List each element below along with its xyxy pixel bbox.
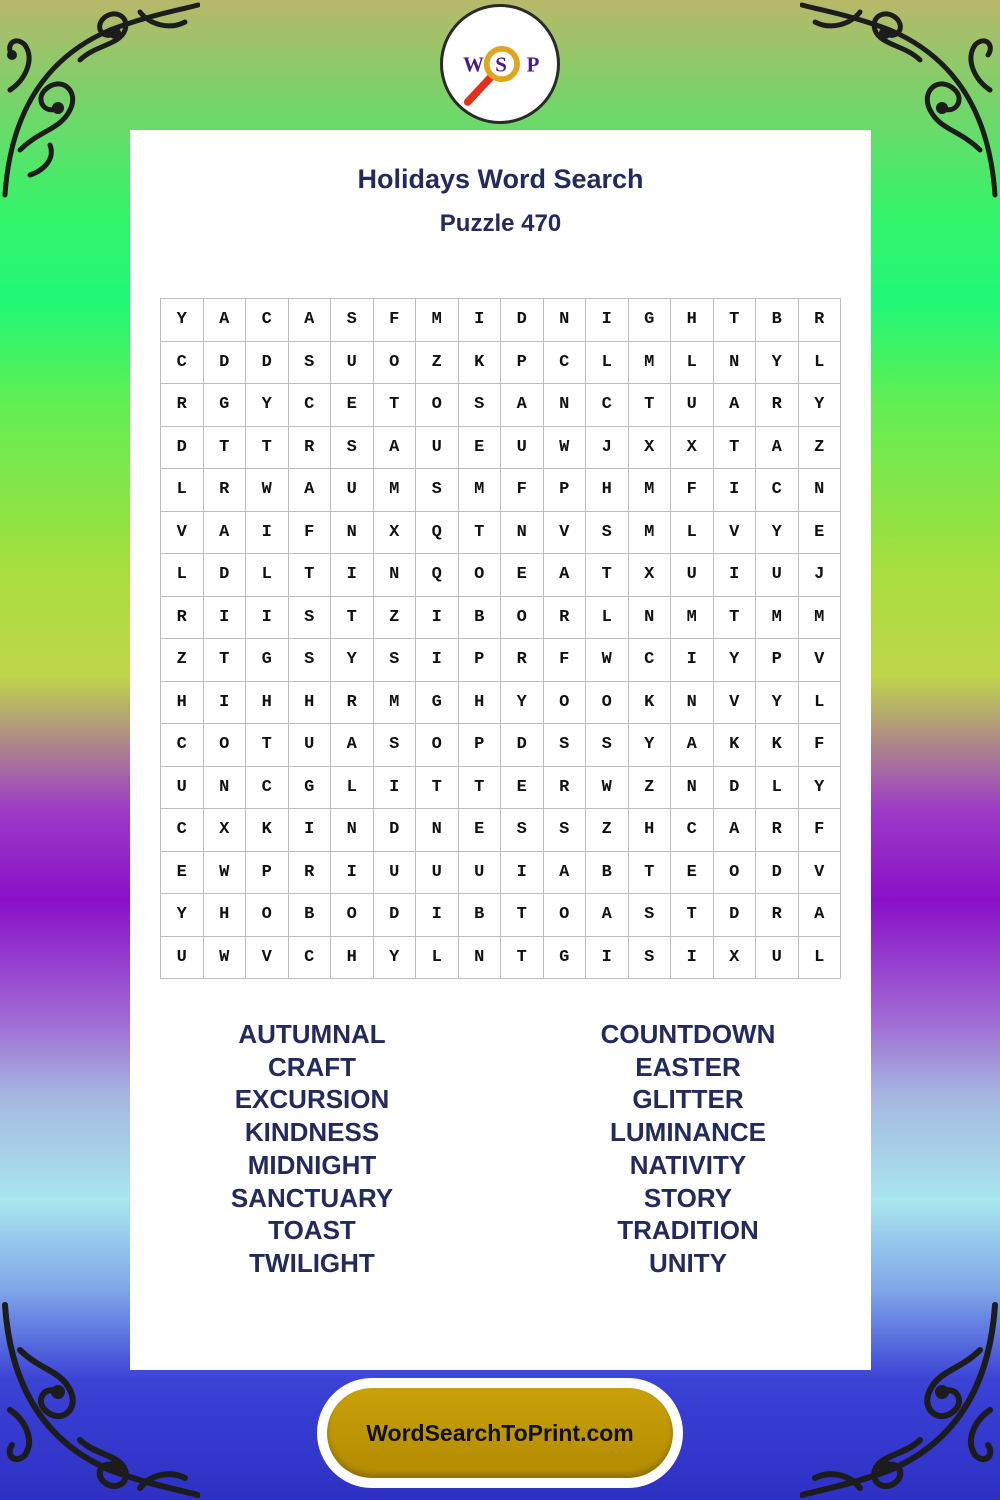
grid-cell: I [459, 299, 502, 342]
grid-cell: H [289, 682, 332, 725]
grid-cell: T [416, 767, 459, 810]
grid-cell: A [204, 512, 247, 555]
grid-cell: C [246, 299, 289, 342]
grid-cell: I [586, 937, 629, 980]
grid-cell: Y [799, 767, 842, 810]
grid-cell: L [586, 597, 629, 640]
grid-cell: V [161, 512, 204, 555]
word-list-item: SANCTUARY [230, 1182, 394, 1213]
grid-cell: H [331, 937, 374, 980]
grid-cell: B [586, 852, 629, 895]
grid-cell: V [714, 512, 757, 555]
grid-cell: R [544, 597, 587, 640]
grid-cell: D [501, 299, 544, 342]
word-list-item: AUTUMNAL [238, 1019, 386, 1049]
grid-cell: H [671, 299, 714, 342]
svg-text:S: S [495, 52, 507, 77]
grid-cell: B [459, 597, 502, 640]
grid-cell: T [501, 894, 544, 937]
grid-cell: J [799, 554, 842, 597]
grid-cell: V [799, 639, 842, 682]
grid-cell: N [374, 554, 417, 597]
grid-cell: I [331, 554, 374, 597]
grid-cell: T [204, 639, 247, 682]
grid-cell: X [374, 512, 417, 555]
grid-cell: Y [501, 682, 544, 725]
grid-cell: Y [629, 724, 672, 767]
grid-cell: F [501, 469, 544, 512]
grid-cell: A [374, 427, 417, 470]
grid-cell: T [246, 427, 289, 470]
grid-cell: W [204, 937, 247, 980]
word-list-item: COUNTDOWN [600, 1019, 776, 1049]
grid-cell: B [459, 894, 502, 937]
grid-cell: C [161, 809, 204, 852]
grid-cell: L [671, 512, 714, 555]
site-link[interactable]: WordSearchToPrint.com [327, 1388, 673, 1478]
grid-cell: M [629, 512, 672, 555]
grid-cell: S [501, 809, 544, 852]
grid-cell: S [544, 724, 587, 767]
grid-cell: A [671, 724, 714, 767]
word-list-item: EXCURSION [234, 1084, 390, 1115]
grid-cell: T [629, 852, 672, 895]
grid-cell: M [459, 469, 502, 512]
grid-cell: E [501, 554, 544, 597]
grid-cell: P [459, 639, 502, 682]
grid-cell: Z [374, 597, 417, 640]
grid-cell: D [714, 767, 757, 810]
grid-cell: E [161, 852, 204, 895]
grid-cell: W [544, 427, 587, 470]
letter-grid [160, 298, 841, 979]
grid-cell: S [586, 724, 629, 767]
grid-cell: M [374, 682, 417, 725]
grid-cell: F [374, 299, 417, 342]
grid-cell: I [671, 639, 714, 682]
grid-cell: A [544, 852, 587, 895]
grid-cell: T [671, 894, 714, 937]
grid-cell: N [501, 512, 544, 555]
grid-cell: U [161, 937, 204, 980]
grid-cell: S [544, 809, 587, 852]
grid-cell: G [246, 639, 289, 682]
grid-cell: R [204, 469, 247, 512]
grid-cell: N [416, 809, 459, 852]
grid-cell: T [374, 384, 417, 427]
word-list-item: MIDNIGHT [247, 1149, 377, 1180]
grid-cell: C [544, 342, 587, 385]
grid-cell: C [671, 809, 714, 852]
grid-cell: U [416, 427, 459, 470]
grid-cell: G [289, 767, 332, 810]
grid-cell: F [544, 639, 587, 682]
grid-cell: M [629, 342, 672, 385]
grid-cell: U [416, 852, 459, 895]
grid-cell: C [289, 937, 332, 980]
grid-cell: V [799, 852, 842, 895]
svg-text:W: W [462, 52, 484, 77]
grid-cell: F [799, 724, 842, 767]
grid-cell: Y [246, 384, 289, 427]
grid-cell: R [161, 597, 204, 640]
grid-cell: H [629, 809, 672, 852]
grid-cell: R [501, 639, 544, 682]
grid-cell: N [714, 342, 757, 385]
grid-cell: I [331, 852, 374, 895]
grid-cell: L [756, 767, 799, 810]
grid-cell: T [204, 427, 247, 470]
grid-cell: S [374, 724, 417, 767]
grid-cell: Y [161, 894, 204, 937]
grid-cell: A [714, 384, 757, 427]
grid-cell: P [544, 469, 587, 512]
grid-cell: H [459, 682, 502, 725]
grid-cell: U [289, 724, 332, 767]
grid-cell: Y [799, 384, 842, 427]
grid-cell: I [416, 894, 459, 937]
page-title: Holidays Word Search [357, 164, 644, 194]
word-list-left [162, 1018, 462, 1280]
grid-cell: I [204, 682, 247, 725]
grid-cell: M [374, 469, 417, 512]
grid-cell: S [289, 639, 332, 682]
grid-cell: E [331, 384, 374, 427]
grid-cell: S [586, 512, 629, 555]
grid-cell: G [416, 682, 459, 725]
grid-cell: L [246, 554, 289, 597]
grid-cell: I [586, 299, 629, 342]
grid-cell: P [246, 852, 289, 895]
grid-cell: U [374, 852, 417, 895]
grid-cell: K [246, 809, 289, 852]
grid-cell: V [714, 682, 757, 725]
word-list-item: GLITTER [632, 1084, 744, 1115]
grid-cell: N [671, 682, 714, 725]
grid-cell: O [331, 894, 374, 937]
grid-cell: X [629, 554, 672, 597]
grid-cell: N [544, 384, 587, 427]
word-list-item: CRAFT [267, 1051, 357, 1082]
grid-cell: I [714, 554, 757, 597]
word-list-item: KINDNESS [244, 1117, 380, 1148]
grid-cell: M [671, 597, 714, 640]
grid-cell: O [586, 682, 629, 725]
svg-text:P: P [526, 52, 540, 77]
grid-cell: D [714, 894, 757, 937]
grid-cell: S [289, 597, 332, 640]
grid-cell: U [671, 554, 714, 597]
grid-cell: K [459, 342, 502, 385]
grid-cell: T [714, 597, 757, 640]
grid-cell: W [586, 639, 629, 682]
grid-cell: S [459, 384, 502, 427]
grid-cell: X [671, 427, 714, 470]
grid-cell: I [416, 597, 459, 640]
grid-cell: X [629, 427, 672, 470]
grid-cell: T [459, 512, 502, 555]
grid-cell: I [246, 512, 289, 555]
grid-cell: M [799, 597, 842, 640]
grid-cell: S [629, 894, 672, 937]
grid-cell: N [331, 809, 374, 852]
grid-cell: X [204, 809, 247, 852]
grid-cell: D [374, 809, 417, 852]
grid-cell: S [629, 937, 672, 980]
grid-cell: X [714, 937, 757, 980]
grid-cell: I [204, 597, 247, 640]
grid-cell: R [756, 384, 799, 427]
grid-cell: P [501, 342, 544, 385]
grid-cell: A [501, 384, 544, 427]
grid-cell: T [501, 937, 544, 980]
grid-cell: D [374, 894, 417, 937]
grid-cell: I [714, 469, 757, 512]
grid-cell: S [289, 342, 332, 385]
grid-cell: Y [756, 512, 799, 555]
grid-cell: P [459, 724, 502, 767]
grid-cell: F [289, 512, 332, 555]
grid-cell: Q [416, 554, 459, 597]
grid-cell: O [416, 384, 459, 427]
grid-cell: L [671, 342, 714, 385]
grid-cell: D [501, 724, 544, 767]
grid-cell: C [289, 384, 332, 427]
grid-cell: F [799, 809, 842, 852]
grid-cell: O [501, 597, 544, 640]
grid-cell: L [799, 342, 842, 385]
grid-cell: R [331, 682, 374, 725]
grid-cell: E [459, 809, 502, 852]
grid-cell: D [204, 554, 247, 597]
grid-cell: L [799, 682, 842, 725]
grid-cell: N [799, 469, 842, 512]
grid-cell: M [416, 299, 459, 342]
grid-cell: I [374, 767, 417, 810]
grid-cell: U [501, 427, 544, 470]
grid-cell: A [756, 427, 799, 470]
grid-cell: R [756, 809, 799, 852]
grid-cell: L [416, 937, 459, 980]
grid-cell: A [204, 299, 247, 342]
grid-cell: U [459, 852, 502, 895]
grid-cell: O [459, 554, 502, 597]
grid-cell: Z [629, 767, 672, 810]
grid-cell: M [756, 597, 799, 640]
grid-cell: L [586, 342, 629, 385]
grid-cell: E [799, 512, 842, 555]
word-list-item: TWILIGHT [249, 1247, 375, 1278]
grid-cell: T [629, 384, 672, 427]
grid-cell: H [161, 682, 204, 725]
grid-cell: C [161, 342, 204, 385]
grid-cell: C [246, 767, 289, 810]
word-list-right [538, 1018, 838, 1280]
grid-cell: K [756, 724, 799, 767]
grid-cell: I [501, 852, 544, 895]
grid-cell: P [756, 639, 799, 682]
grid-cell: N [331, 512, 374, 555]
grid-cell: U [671, 384, 714, 427]
grid-cell: D [756, 852, 799, 895]
grid-cell: Y [374, 937, 417, 980]
grid-cell: R [289, 852, 332, 895]
grid-cell: U [756, 937, 799, 980]
grid-cell: L [331, 767, 374, 810]
grid-cell: T [586, 554, 629, 597]
grid-cell: D [246, 342, 289, 385]
grid-cell: R [799, 299, 842, 342]
grid-cell: E [671, 852, 714, 895]
grid-cell: D [204, 342, 247, 385]
grid-cell: U [756, 554, 799, 597]
site-badge[interactable] [317, 1378, 683, 1488]
grid-cell: D [161, 427, 204, 470]
grid-cell: K [714, 724, 757, 767]
grid-cell: N [629, 597, 672, 640]
grid-cell: A [586, 894, 629, 937]
grid-cell: R [544, 767, 587, 810]
grid-cell: W [586, 767, 629, 810]
grid-cell: R [756, 894, 799, 937]
grid-cell: A [544, 554, 587, 597]
grid-cell: H [586, 469, 629, 512]
grid-cell: U [161, 767, 204, 810]
grid-cell: O [416, 724, 459, 767]
word-list-item: EASTER [635, 1051, 741, 1082]
grid-cell: U [331, 342, 374, 385]
word-list-item: TRADITION [617, 1215, 759, 1246]
grid-cell: O [544, 894, 587, 937]
word-list-item: TOAST [268, 1215, 356, 1246]
grid-cell: O [204, 724, 247, 767]
grid-cell: T [459, 767, 502, 810]
grid-cell: C [586, 384, 629, 427]
grid-cell: A [289, 469, 332, 512]
grid-cell: E [501, 767, 544, 810]
grid-cell: S [374, 639, 417, 682]
grid-cell: A [289, 299, 332, 342]
grid-cell: Z [416, 342, 459, 385]
word-list-item: UNITY [649, 1247, 727, 1278]
grid-cell: Y [161, 299, 204, 342]
grid-cell: I [289, 809, 332, 852]
grid-cell: W [204, 852, 247, 895]
grid-cell: H [204, 894, 247, 937]
grid-cell: T [331, 597, 374, 640]
word-list-item: STORY [643, 1182, 733, 1213]
grid-cell: C [629, 639, 672, 682]
grid-cell: B [756, 299, 799, 342]
grid-cell: U [331, 469, 374, 512]
grid-cell: F [671, 469, 714, 512]
word-list-item: LUMINANCE [610, 1117, 766, 1148]
grid-cell: N [459, 937, 502, 980]
grid-cell: E [459, 427, 502, 470]
puzzle-card [130, 130, 871, 1370]
grid-cell: M [629, 469, 672, 512]
grid-cell: Z [586, 809, 629, 852]
grid-cell: Z [799, 427, 842, 470]
grid-cell: Z [161, 639, 204, 682]
grid-cell: T [714, 427, 757, 470]
grid-cell: O [544, 682, 587, 725]
grid-cell: S [416, 469, 459, 512]
grid-cell: G [544, 937, 587, 980]
grid-cell: T [289, 554, 332, 597]
grid-cell: O [714, 852, 757, 895]
grid-cell: I [671, 937, 714, 980]
grid-cell: A [714, 809, 757, 852]
grid-cell: Y [756, 682, 799, 725]
wsp-logo [440, 4, 560, 124]
grid-cell: S [331, 299, 374, 342]
grid-cell: Q [416, 512, 459, 555]
grid-cell: Y [756, 342, 799, 385]
grid-cell: Y [714, 639, 757, 682]
word-list-item: NATIVITY [629, 1149, 747, 1180]
grid-cell: K [629, 682, 672, 725]
grid-cell: C [756, 469, 799, 512]
grid-cell: A [331, 724, 374, 767]
grid-cell: T [714, 299, 757, 342]
grid-cell: W [246, 469, 289, 512]
grid-cell: J [586, 427, 629, 470]
grid-cell: R [289, 427, 332, 470]
grid-cell: O [246, 894, 289, 937]
grid-cell: I [416, 639, 459, 682]
grid-cell: S [331, 427, 374, 470]
grid-cell: G [204, 384, 247, 427]
grid-cell: L [161, 554, 204, 597]
grid-cell: N [204, 767, 247, 810]
grid-cell: V [246, 937, 289, 980]
grid-cell: I [246, 597, 289, 640]
grid-cell: O [374, 342, 417, 385]
grid-cell: H [246, 682, 289, 725]
grid-cell: B [289, 894, 332, 937]
grid-cell: C [161, 724, 204, 767]
grid-cell: L [799, 937, 842, 980]
grid-cell: G [629, 299, 672, 342]
grid-cell: Y [331, 639, 374, 682]
grid-cell: A [799, 894, 842, 937]
grid-cell: N [544, 299, 587, 342]
grid-cell: R [161, 384, 204, 427]
grid-cell: L [161, 469, 204, 512]
grid-cell: V [544, 512, 587, 555]
puzzle-number: Puzzle 470 [439, 210, 562, 237]
grid-cell: T [246, 724, 289, 767]
grid-cell: N [671, 767, 714, 810]
